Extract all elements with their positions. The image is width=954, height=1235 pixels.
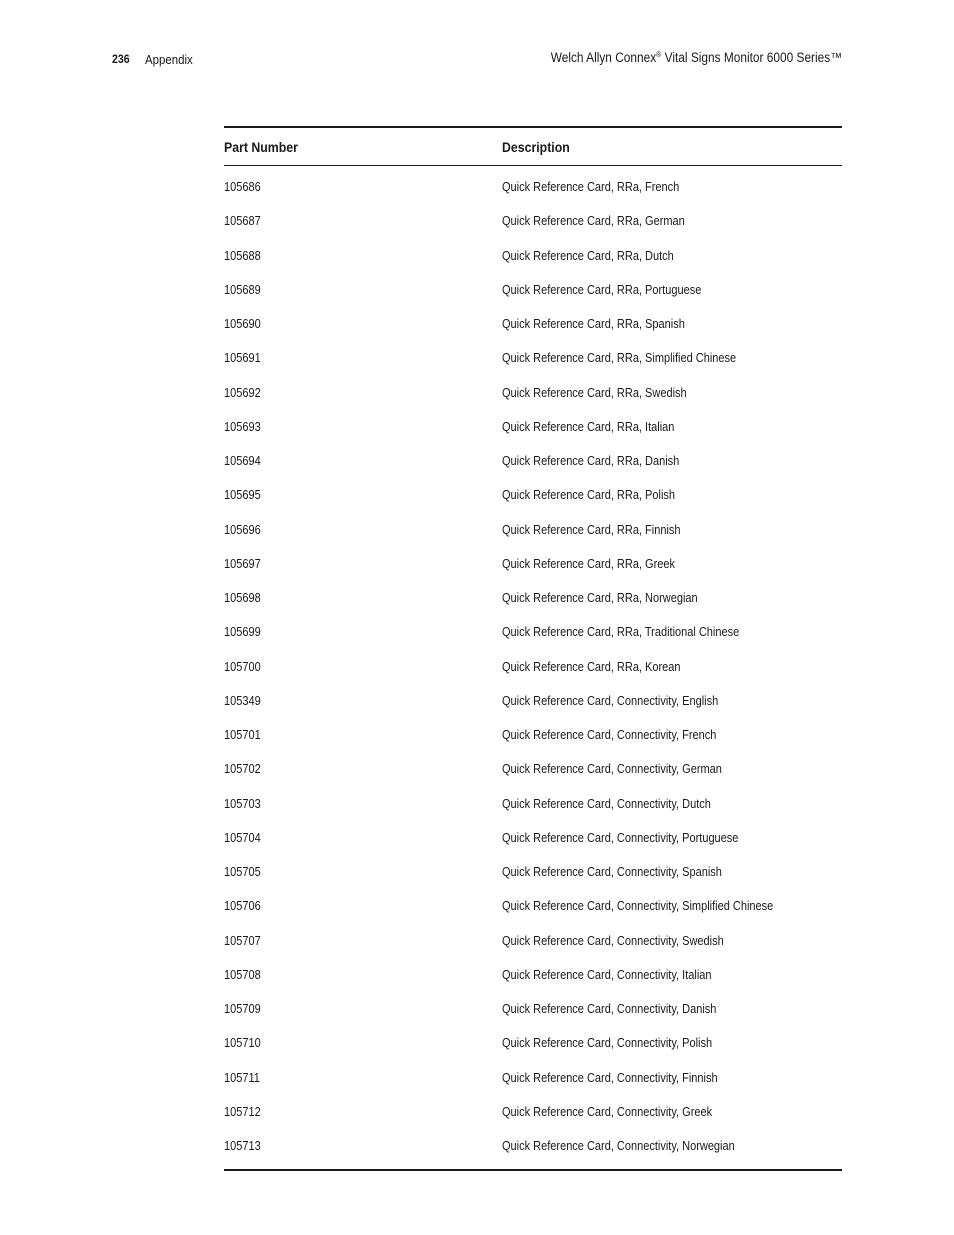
description: Quick Reference Card, RRa, Korean — [502, 659, 681, 674]
part-number-cell — [224, 821, 502, 855]
description: Quick Reference Card, RRa, German — [502, 214, 685, 229]
part-number: 105692 — [224, 385, 261, 400]
page-header — [0, 50, 954, 70]
part-number: 105693 — [224, 419, 261, 434]
part-number-cell — [224, 1129, 502, 1170]
description: Quick Reference Card, RRa, Danish — [502, 454, 680, 469]
part-number-cell — [224, 855, 502, 889]
part-number-cell — [224, 166, 502, 205]
description: Quick Reference Card, Connectivity, Danish — [502, 1002, 717, 1017]
description-cell — [502, 478, 842, 512]
part-number-cell — [224, 273, 502, 307]
part-number: 105710 — [224, 1036, 261, 1051]
part-number: 105699 — [224, 625, 261, 640]
description-cell — [502, 166, 842, 205]
description: Quick Reference Card, Connectivity, German — [502, 762, 722, 777]
description: Quick Reference Card, RRa, Polish — [502, 488, 676, 503]
part-number-cell — [224, 684, 502, 718]
table-row — [224, 547, 842, 581]
table-header — [224, 127, 842, 166]
table-row — [224, 410, 842, 444]
description-cell — [502, 889, 842, 923]
part-number-cell — [224, 410, 502, 444]
part-number-cell — [224, 718, 502, 752]
header-row — [224, 127, 842, 166]
description: Quick Reference Card, Connectivity, Norwegian — [502, 1139, 735, 1154]
part-number: 105706 — [224, 899, 261, 914]
description-cell — [502, 992, 842, 1026]
part-number: 105711 — [224, 1070, 260, 1085]
description: Quick Reference Card, RRa, Swedish — [502, 385, 687, 400]
description: Quick Reference Card, Connectivity, Finnish — [502, 1070, 718, 1085]
description: Quick Reference Card, RRa, Italian — [502, 419, 675, 434]
part-number-cell — [224, 444, 502, 478]
table-row — [224, 1129, 842, 1170]
description-cell — [502, 718, 842, 752]
title-main: Welch Allyn Connex — [550, 50, 657, 65]
part-number-cell — [224, 581, 502, 615]
table-row — [224, 992, 842, 1026]
description: Quick Reference Card, Connectivity, Spanish — [502, 865, 722, 880]
table-row — [224, 924, 842, 958]
description: Quick Reference Card, RRa, Portuguese — [502, 282, 702, 297]
description-cell — [502, 650, 842, 684]
table-row — [224, 752, 842, 786]
part-number-cell — [224, 239, 502, 273]
part-number-cell — [224, 650, 502, 684]
table-row — [224, 855, 842, 889]
page-number: 236 — [112, 52, 130, 66]
description-cell — [502, 821, 842, 855]
description: Quick Reference Card, RRa, Traditional Chinese — [502, 625, 740, 640]
part-number: 105701 — [224, 728, 261, 743]
part-number: 105687 — [224, 214, 261, 229]
part-number: 105694 — [224, 454, 261, 469]
table-row — [224, 958, 842, 992]
description-cell — [502, 341, 842, 375]
description: Quick Reference Card, Connectivity, Simplified Chinese — [502, 899, 774, 914]
part-number-cell — [224, 992, 502, 1026]
title-rest: Vital Signs Monitor 6000 Series™ — [661, 50, 842, 65]
part-number-cell — [224, 615, 502, 649]
part-number-cell — [224, 547, 502, 581]
description: Quick Reference Card, RRa, Greek — [502, 556, 676, 571]
part-number-cell — [224, 513, 502, 547]
table-row — [224, 821, 842, 855]
table-row — [224, 239, 842, 273]
description-cell — [502, 1061, 842, 1095]
column-header-part-number — [224, 127, 502, 166]
part-number-cell — [224, 924, 502, 958]
table-row — [224, 1026, 842, 1060]
part-number: 105702 — [224, 762, 261, 777]
description-cell — [502, 513, 842, 547]
description-cell — [502, 958, 842, 992]
part-number: 105708 — [224, 967, 261, 982]
description-cell — [502, 547, 842, 581]
part-number: 105700 — [224, 659, 261, 674]
table-row — [224, 650, 842, 684]
description: Quick Reference Card, Connectivity, Polish — [502, 1036, 713, 1051]
part-number-cell — [224, 752, 502, 786]
description-cell — [502, 204, 842, 238]
description: Quick Reference Card, Connectivity, Portuguese — [502, 830, 739, 845]
description-cell — [502, 376, 842, 410]
part-number: 105690 — [224, 317, 261, 332]
part-number-cell — [224, 376, 502, 410]
description: Quick Reference Card, RRa, Spanish — [502, 317, 685, 332]
description-cell — [502, 1026, 842, 1060]
table-row — [224, 478, 842, 512]
table-row — [224, 204, 842, 238]
description-cell — [502, 307, 842, 341]
table-row — [224, 444, 842, 478]
table-row — [224, 581, 842, 615]
part-number: 105707 — [224, 933, 261, 948]
description: Quick Reference Card, RRa, French — [502, 180, 680, 195]
table-row — [224, 889, 842, 923]
description-cell — [502, 444, 842, 478]
description-cell — [502, 787, 842, 821]
table-row — [224, 307, 842, 341]
description-cell — [502, 615, 842, 649]
registered-mark: ® — [656, 50, 662, 59]
description: Quick Reference Card, Connectivity, Italian — [502, 967, 712, 982]
description: Quick Reference Card, Connectivity, Dutch — [502, 796, 711, 811]
description-cell — [502, 273, 842, 307]
description-cell — [502, 410, 842, 444]
part-number: 105689 — [224, 282, 261, 297]
part-number-cell — [224, 341, 502, 375]
description: Quick Reference Card, Connectivity, English — [502, 693, 719, 708]
table-body — [224, 166, 842, 1171]
part-number: 105695 — [224, 488, 261, 503]
part-number: 105705 — [224, 865, 261, 880]
column-header-part-number-label: Part Number — [224, 138, 298, 155]
part-number-cell — [224, 1095, 502, 1129]
part-number-cell — [224, 958, 502, 992]
description-cell — [502, 1095, 842, 1129]
part-number: 105688 — [224, 248, 261, 263]
table-row — [224, 1061, 842, 1095]
table-row — [224, 341, 842, 375]
description-cell — [502, 855, 842, 889]
part-number-cell — [224, 787, 502, 821]
part-number: 105713 — [224, 1139, 261, 1154]
part-number: 105349 — [224, 693, 261, 708]
description: Quick Reference Card, Connectivity, Swedish — [502, 933, 724, 948]
table-row — [224, 684, 842, 718]
running-title — [551, 50, 842, 65]
description: Quick Reference Card, RRa, Norwegian — [502, 591, 698, 606]
description: Quick Reference Card, Connectivity, French — [502, 728, 717, 743]
description-cell — [502, 581, 842, 615]
description-cell — [502, 924, 842, 958]
description-cell — [502, 239, 842, 273]
part-number: 105698 — [224, 591, 261, 606]
part-number: 105704 — [224, 830, 261, 845]
part-number-cell — [224, 478, 502, 512]
description: Quick Reference Card, RRa, Dutch — [502, 248, 674, 263]
part-number: 105696 — [224, 522, 261, 537]
description-cell — [502, 752, 842, 786]
description: Quick Reference Card, RRa, Finnish — [502, 522, 681, 537]
part-number: 105703 — [224, 796, 261, 811]
part-number: 105686 — [224, 180, 261, 195]
part-number-cell — [224, 1061, 502, 1095]
section-name: Appendix — [145, 52, 193, 67]
description: Quick Reference Card, RRa, Simplified Chinese — [502, 351, 737, 366]
part-number-cell — [224, 204, 502, 238]
column-header-description — [502, 127, 842, 166]
part-number-cell — [224, 307, 502, 341]
part-number-cell — [224, 1026, 502, 1060]
part-number: 105697 — [224, 556, 261, 571]
table-row — [224, 513, 842, 547]
column-header-description-label: Description — [502, 138, 570, 155]
table-row — [224, 166, 842, 205]
part-number-cell — [224, 889, 502, 923]
part-number: 105691 — [224, 351, 261, 366]
part-number: 105712 — [224, 1104, 261, 1119]
parts-table — [224, 126, 842, 1171]
description: Quick Reference Card, Connectivity, Greek — [502, 1104, 713, 1119]
table-row — [224, 376, 842, 410]
description-cell — [502, 684, 842, 718]
table-row — [224, 615, 842, 649]
table-row — [224, 1095, 842, 1129]
part-number: 105709 — [224, 1002, 261, 1017]
description-cell — [502, 1129, 842, 1170]
table-row — [224, 273, 842, 307]
table-row — [224, 787, 842, 821]
table-row — [224, 718, 842, 752]
